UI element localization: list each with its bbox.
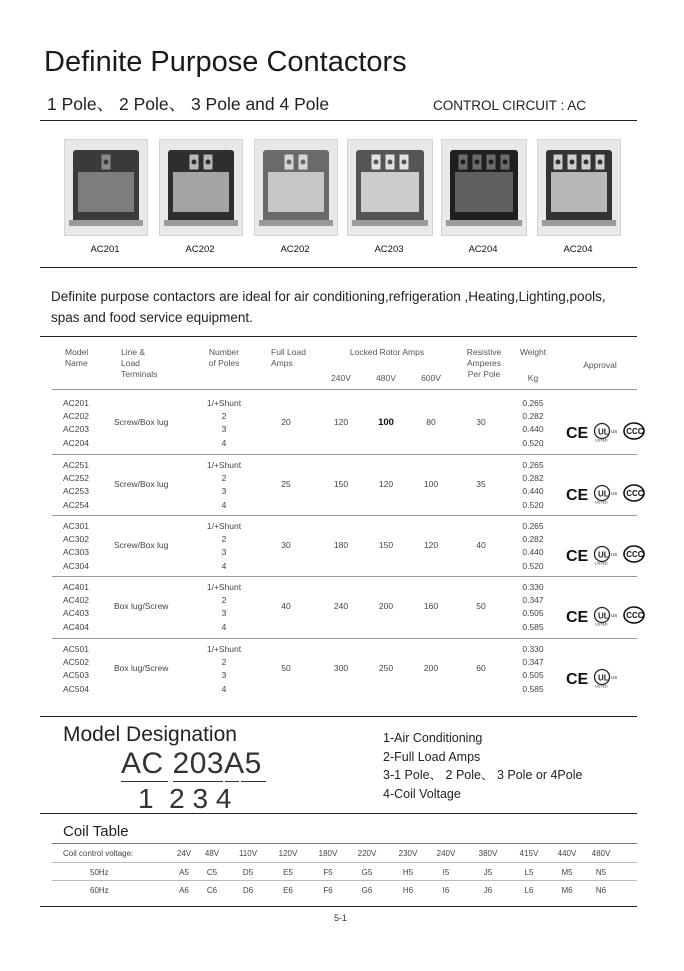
coil-table-title: Coil Table [63, 823, 129, 840]
coil-voltage-header: 380V [478, 849, 498, 858]
product-photo [254, 139, 338, 236]
coil-voltage-header: 120V [278, 849, 298, 858]
ce-mark-icon [566, 669, 588, 687]
poles-value: 1/+Shunt [206, 398, 242, 408]
poles-value: 2 [221, 473, 227, 484]
full-load-amps-value: 50 [281, 662, 291, 673]
th-weight: Weight [519, 347, 547, 357]
poles-value: 1/+Shunt [206, 521, 242, 531]
th-lra-480v: 480V [376, 373, 396, 383]
weight-value: 0.505 [522, 608, 544, 619]
th-line-load: Line & Load Terminals [121, 347, 158, 379]
weight-value: 0.520 [522, 499, 544, 510]
coil-code: M5 [561, 868, 573, 877]
svg-text:CE: CE [566, 670, 588, 687]
page-title: Definite Purpose Contactors [44, 46, 407, 78]
svg-text:CCC: CCC [626, 426, 644, 436]
coil-voltage-header: 220V [357, 849, 377, 858]
svg-text:LISTED: LISTED [595, 561, 608, 565]
group-divider [52, 515, 637, 516]
svg-text:UL: UL [598, 489, 609, 499]
lra-480v-value: 200 [378, 600, 394, 611]
approval-marks [566, 544, 646, 566]
svg-text:UL: UL [598, 550, 609, 560]
designation-digits: 1 2 3 4 [138, 783, 232, 814]
page-number: 5-1 [334, 913, 348, 923]
table-header-divider [52, 389, 637, 390]
group-divider [52, 576, 637, 577]
th-full-load-amps: Full Load Amps [271, 347, 306, 368]
weight-value: 0.505 [522, 670, 544, 681]
coil-voltage-label: Coil control voltage: [63, 849, 134, 858]
coil-code: F5 [323, 868, 333, 877]
svg-text:LISTED: LISTED [595, 500, 608, 504]
poles-value: 4 [221, 683, 227, 694]
svg-text:UL: UL [598, 673, 609, 683]
weight-value: 0.585 [522, 621, 544, 632]
model-name: AC404 [63, 621, 89, 632]
poles-value: 2 [221, 534, 227, 545]
table-top-divider [40, 336, 637, 337]
poles-value: 4 [221, 560, 227, 571]
ul-listed-icon [590, 668, 620, 688]
poles-value: 1/+Shunt [206, 644, 242, 654]
full-load-amps-value: 30 [281, 539, 291, 550]
svg-text:UL: UL [598, 611, 609, 621]
terminals-value: Box lug/Screw [114, 662, 169, 673]
coil-code: J5 [483, 868, 493, 877]
model-name: AC504 [63, 683, 89, 694]
model-name: AC253 [63, 486, 89, 497]
weight-value: 0.265 [522, 460, 544, 470]
model-name: AC254 [63, 499, 89, 510]
weight-value: 0.330 [522, 582, 544, 592]
approval-marks [566, 605, 646, 627]
footer-divider [40, 906, 637, 907]
poles-value: 3 [221, 547, 227, 558]
weight-value: 0.440 [522, 547, 544, 558]
lra-240v-value: 180 [333, 539, 349, 550]
coil-code: A5 [179, 868, 189, 877]
weight-value: 0.585 [522, 683, 544, 694]
approval-marks [566, 667, 620, 689]
model-name: AC303 [63, 547, 89, 558]
lra-600v-value: 160 [423, 600, 439, 611]
svg-text:US: US [611, 612, 618, 618]
lra-600v-value: 80 [426, 416, 436, 427]
product-caption: AC204 [563, 244, 593, 255]
coil-code: H5 [402, 868, 414, 877]
ce-mark-icon [566, 607, 588, 625]
poles-value: 2 [221, 411, 227, 422]
designation-underline-1 [121, 781, 168, 782]
lra-480v-value: 120 [378, 478, 394, 489]
product-photo [347, 139, 433, 236]
th-lra-600v: 600V [421, 373, 441, 383]
weight-value: 0.282 [522, 473, 544, 484]
svg-text:CCC: CCC [626, 488, 644, 498]
model-name: AC401 [63, 582, 89, 592]
product-caption: AC201 [90, 244, 120, 255]
coil-top-divider [40, 813, 637, 814]
ccc-mark-icon [622, 606, 646, 626]
product-description: Definite purpose contactors are ideal for air conditioning,refrigeration ,Heating,Lighting,pools, spas and food service equipment. [51, 289, 606, 325]
lra-480v-value: 150 [378, 539, 394, 550]
ul-listed-icon [590, 545, 620, 565]
product-photo [537, 139, 621, 236]
coil-row-divider [52, 862, 637, 863]
svg-text:US: US [611, 551, 618, 557]
full-load-amps-value: 20 [281, 416, 291, 427]
model-name: AC501 [63, 644, 89, 654]
svg-text:CCC: CCC [626, 549, 644, 559]
product-photo [64, 139, 148, 236]
lra-600v-value: 200 [423, 662, 439, 673]
poles-value: 1/+Shunt [206, 582, 242, 592]
coil-voltage-header: 180V [318, 849, 338, 858]
weight-value: 0.520 [522, 437, 544, 448]
th-lra-240v: 240V [331, 373, 351, 383]
poles-value: 3 [221, 424, 227, 435]
weight-value: 0.347 [522, 657, 544, 668]
coil-voltage-header: 230V [398, 849, 418, 858]
coil-voltage-header: 24V [176, 849, 192, 858]
ul-listed-icon [590, 606, 620, 626]
svg-text:UL: UL [598, 427, 609, 437]
legend-item: 3-1 Pole、 2 Pole、 3 Pole or 4Pole [383, 768, 583, 782]
coil-code: E6 [283, 886, 293, 895]
coil-frequency-label: 60Hz [90, 886, 109, 895]
coil-voltage-header: 480V [591, 849, 611, 858]
weight-value: 0.265 [522, 398, 544, 408]
model-name: AC201 [63, 398, 89, 408]
weight-value: 0.440 [522, 424, 544, 435]
resistive-amps-value: 30 [476, 416, 486, 427]
svg-text:CE: CE [566, 547, 588, 564]
model-name: AC204 [63, 437, 89, 448]
lra-480v-value: 100 [378, 416, 394, 428]
ce-mark-icon [566, 423, 588, 441]
coil-code: J6 [483, 886, 493, 895]
poles-value: 2 [221, 657, 227, 668]
product-photo [441, 139, 527, 236]
coil-voltage-header: 110V [238, 849, 258, 858]
weight-value: 0.330 [522, 644, 544, 654]
weight-value: 0.282 [522, 411, 544, 422]
product-caption: AC202 [280, 244, 310, 255]
th-approval: Approval [583, 360, 617, 370]
product-caption: AC202 [185, 244, 215, 255]
coil-code: I5 [442, 868, 450, 877]
designation-legend [383, 729, 582, 803]
model-name: AC252 [63, 473, 89, 484]
lra-240v-value: 300 [333, 662, 349, 673]
ul-listed-icon [590, 484, 620, 504]
product-caption: AC203 [374, 244, 404, 255]
coil-title-divider [52, 843, 637, 844]
coil-code: C6 [206, 886, 218, 895]
designation-code: AC 203A5 [121, 747, 262, 780]
coil-code: L5 [524, 868, 534, 877]
lra-480v-value: 250 [378, 662, 394, 673]
resistive-amps-value: 40 [476, 539, 486, 550]
resistive-amps-value: 60 [476, 662, 486, 673]
model-name: AC502 [63, 657, 89, 668]
terminals-value: Screw/Box lug [114, 539, 169, 550]
coil-voltage-header: 440V [557, 849, 577, 858]
coil-voltage-header: 48V [204, 849, 220, 858]
svg-text:CCC: CCC [626, 610, 644, 620]
control-circuit-label: CONTROL CIRCUIT : AC [433, 98, 587, 113]
th-model: Model Name [65, 347, 89, 368]
coil-code: F6 [323, 886, 333, 895]
coil-code: D6 [242, 886, 254, 895]
model-name: AC301 [63, 521, 89, 531]
legend-item: 4-Coil Voltage [383, 786, 461, 801]
poles-value: 2 [221, 595, 227, 606]
coil-code: L6 [524, 886, 534, 895]
coil-voltage-header: 415V [519, 849, 539, 858]
poles-value: 3 [221, 670, 227, 681]
model-name: AC203 [63, 424, 89, 435]
coil-code: G5 [361, 868, 373, 877]
ce-mark-icon [566, 546, 588, 564]
model-name: AC304 [63, 560, 89, 571]
full-load-amps-value: 25 [281, 478, 291, 489]
designation-underline-4 [241, 781, 266, 782]
designation-underline-3 [225, 781, 239, 782]
svg-text:CE: CE [566, 424, 588, 441]
legend-item: 1-Air Conditioning [383, 731, 483, 745]
product-caption: AC204 [468, 244, 498, 255]
resistive-amps-value: 50 [476, 600, 486, 611]
header-divider [40, 120, 637, 121]
resistive-amps-value: 35 [476, 478, 486, 489]
weight-value: 0.440 [522, 486, 544, 497]
svg-text:CE: CE [566, 486, 588, 503]
svg-text:US: US [611, 428, 618, 434]
coil-row-divider [52, 880, 637, 881]
svg-text:CE: CE [566, 608, 588, 625]
approval-marks [566, 421, 646, 443]
poles-value: 4 [221, 499, 227, 510]
ce-mark-icon [566, 485, 588, 503]
lra-600v-value: 100 [423, 478, 439, 489]
coil-code: D5 [242, 868, 254, 877]
svg-text:LISTED: LISTED [595, 622, 608, 626]
coil-code: I6 [442, 886, 450, 895]
coil-code: E5 [283, 868, 293, 877]
group-divider [52, 454, 637, 455]
ccc-mark-icon [622, 484, 646, 504]
lra-240v-value: 240 [333, 600, 349, 611]
svg-text:US: US [611, 674, 618, 680]
lra-240v-value: 120 [333, 416, 349, 427]
coil-code: N6 [595, 886, 607, 895]
svg-text:LISTED: LISTED [595, 684, 608, 688]
th-locked-rotor-amps: Locked Rotor Amps [349, 347, 425, 357]
coil-code: N5 [595, 868, 607, 877]
product-photo [159, 139, 243, 236]
coil-frequency-label: 50Hz [90, 868, 109, 877]
poles-value: 3 [221, 608, 227, 619]
full-load-amps-value: 40 [281, 600, 291, 611]
coil-code: C5 [206, 868, 218, 877]
model-name: AC402 [63, 595, 89, 606]
poles-value: 3 [221, 486, 227, 497]
model-name: AC251 [63, 460, 89, 470]
model-name: AC302 [63, 534, 89, 545]
designation-title: Model Designation [63, 723, 237, 746]
th-poles: Number of Poles [208, 347, 240, 368]
th-weight-unit: Kg [527, 373, 539, 383]
terminals-value: Box lug/Screw [114, 600, 169, 611]
gallery-divider [40, 267, 637, 268]
terminals-value: Screw/Box lug [114, 478, 169, 489]
model-name: AC202 [63, 411, 89, 422]
coil-code: H6 [402, 886, 414, 895]
weight-value: 0.282 [522, 534, 544, 545]
coil-code: A6 [179, 886, 189, 895]
legend-item: 2-Full Load Amps [383, 749, 481, 764]
svg-text:US: US [611, 490, 618, 496]
svg-text:LISTED: LISTED [595, 438, 608, 442]
ul-listed-icon [590, 422, 620, 442]
lra-240v-value: 150 [333, 478, 349, 489]
designation-underline-2 [173, 781, 223, 782]
weight-value: 0.347 [522, 595, 544, 606]
designation-top-divider [40, 716, 637, 717]
model-name: AC503 [63, 670, 89, 681]
group-divider [52, 638, 637, 639]
coil-voltage-header: 240V [436, 849, 456, 858]
lra-600v-value: 120 [423, 539, 439, 550]
poles-value: 1/+Shunt [206, 460, 242, 470]
poles-value: 4 [221, 437, 227, 448]
th-resistive-amps: Resistive Amperes Per Pole [466, 347, 502, 379]
page-subtitle: 1 Pole、 2 Pole、 3 Pole and 4 Pole [47, 94, 330, 114]
coil-code: G6 [361, 886, 373, 895]
coil-code: M6 [561, 886, 573, 895]
poles-value: 4 [221, 621, 227, 632]
weight-value: 0.520 [522, 560, 544, 571]
ccc-mark-icon [622, 422, 646, 442]
ccc-mark-icon [622, 545, 646, 565]
model-name: AC403 [63, 608, 89, 619]
weight-value: 0.265 [522, 521, 544, 531]
terminals-value: Screw/Box lug [114, 416, 169, 427]
approval-marks [566, 483, 646, 505]
